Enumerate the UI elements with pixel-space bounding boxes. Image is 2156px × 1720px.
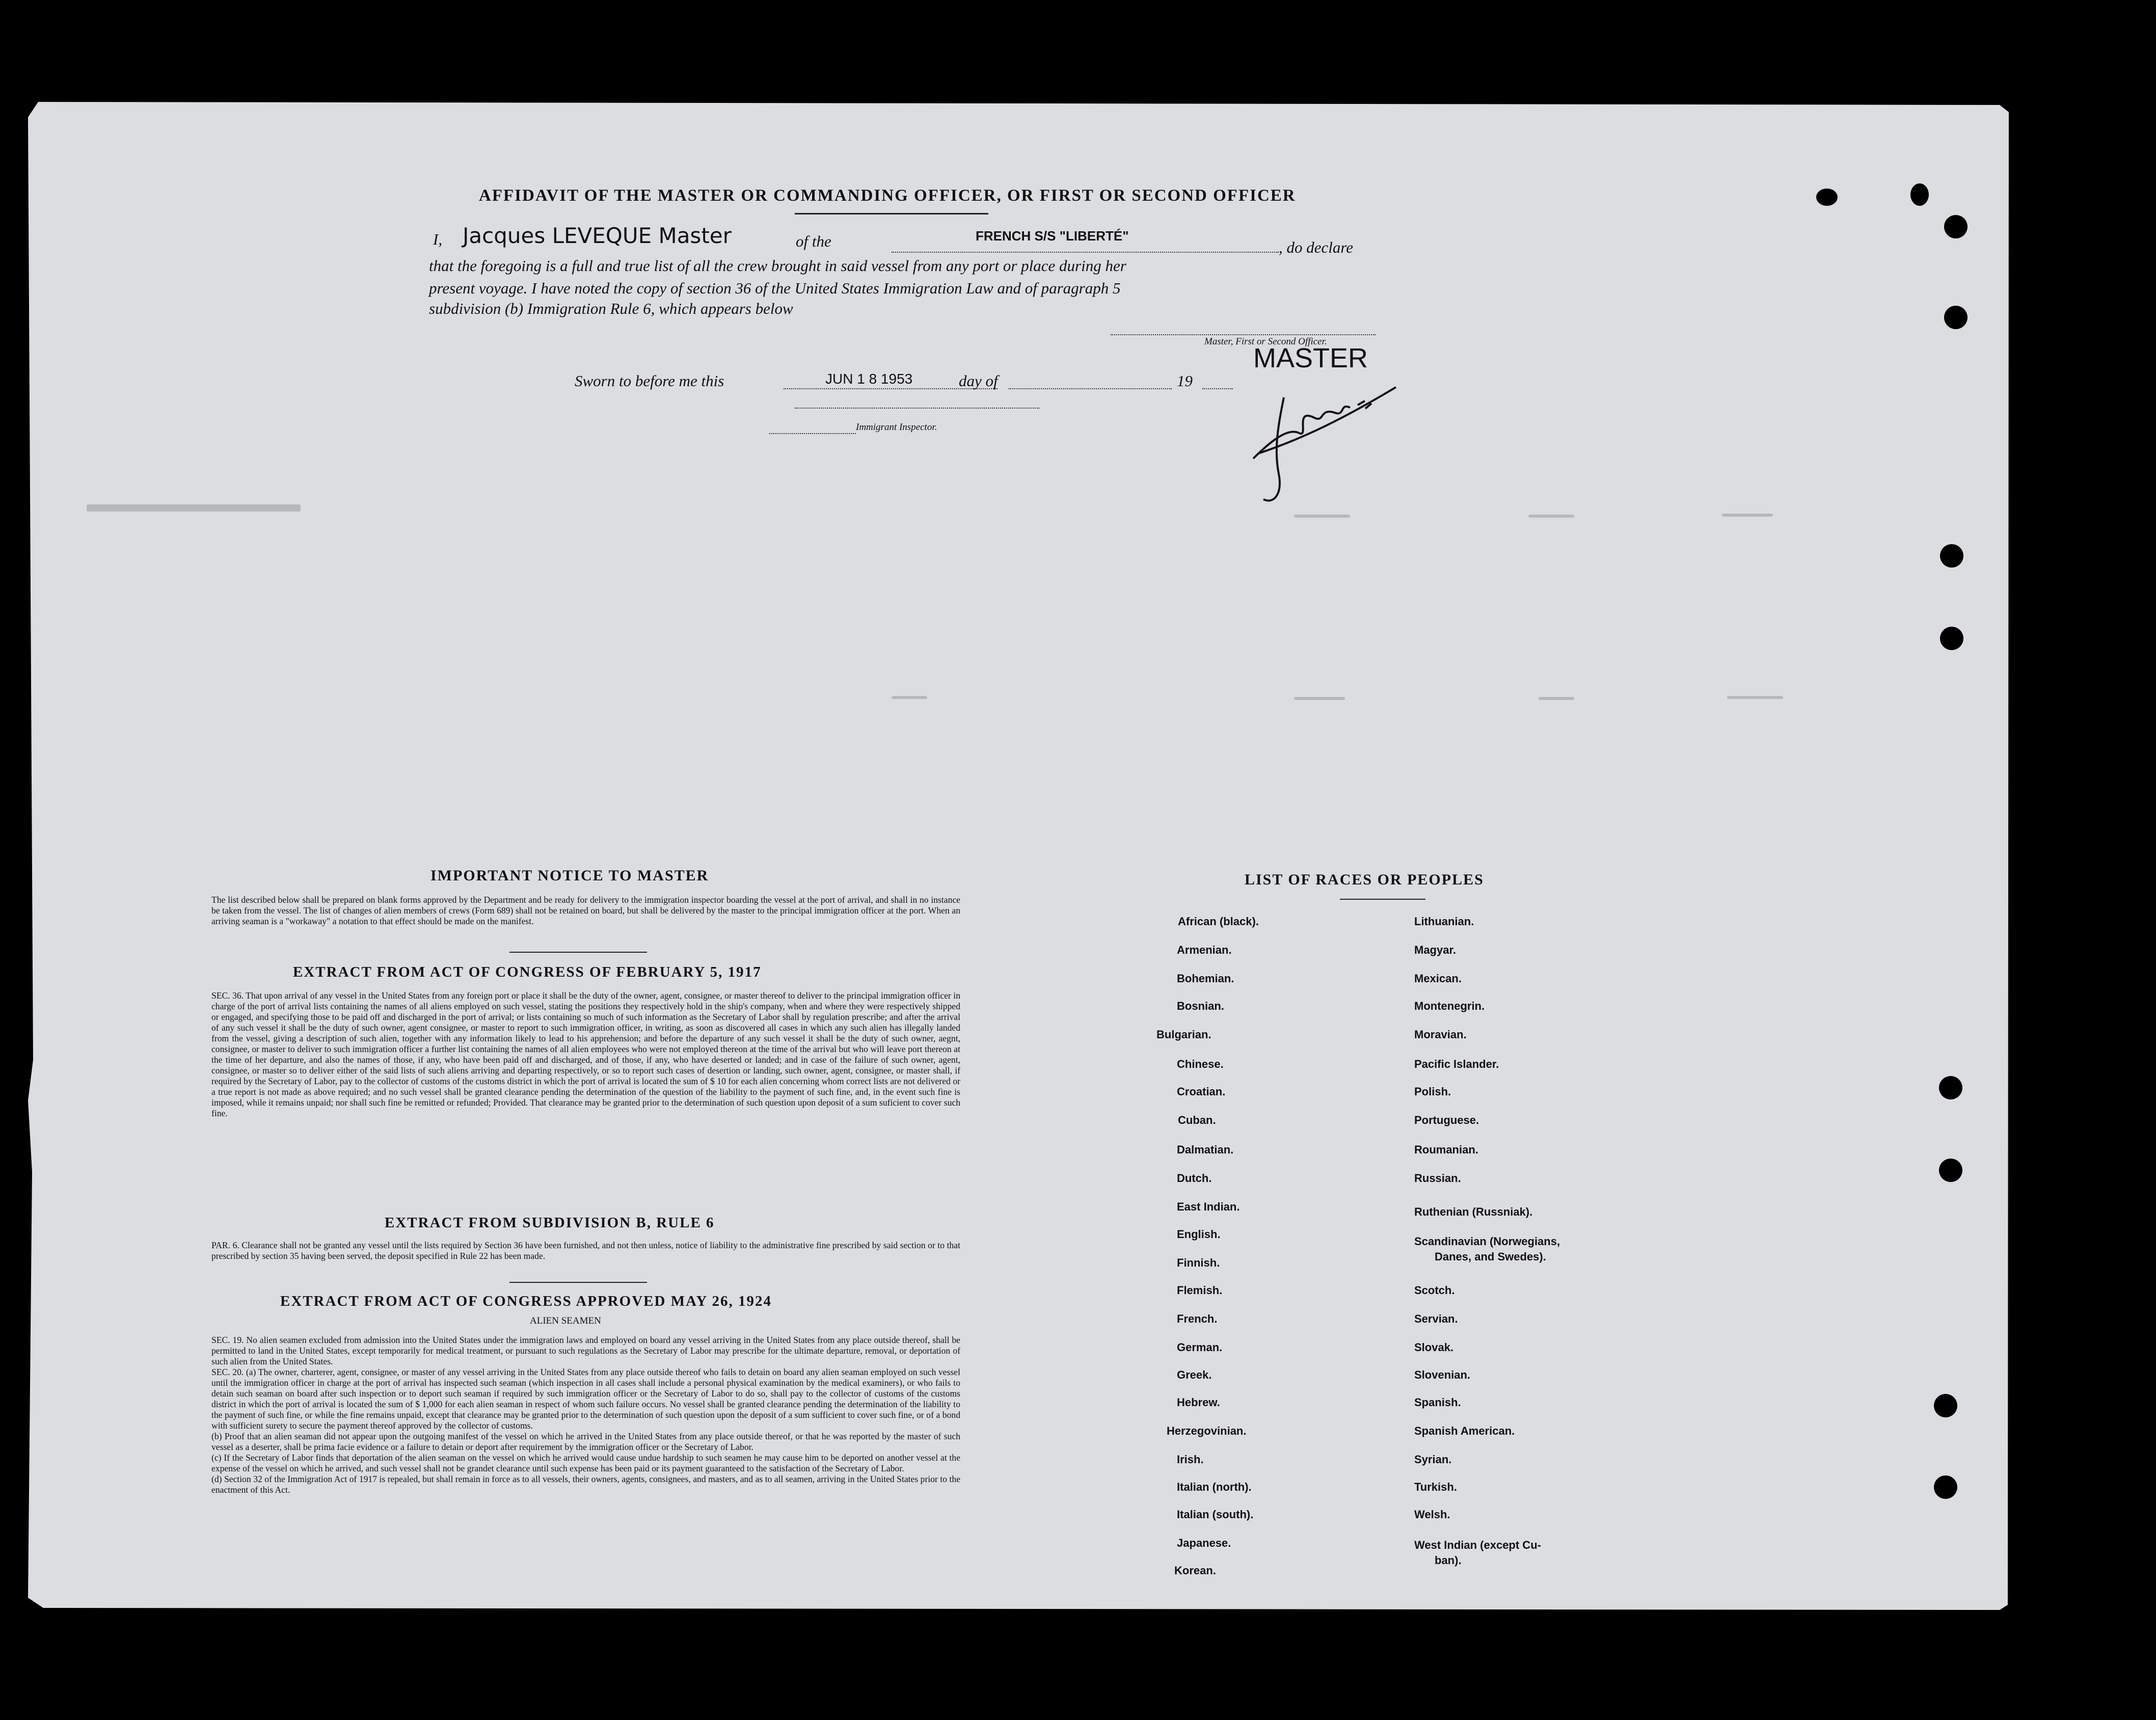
race-item: Korean. xyxy=(1174,1564,1216,1577)
punch-hole xyxy=(1939,1159,1962,1182)
punch-hole xyxy=(1944,306,1968,329)
do-declare-label: , do declare xyxy=(1279,238,1354,256)
handwritten-signature xyxy=(1243,377,1406,509)
race-item: Danes, and Swedes). xyxy=(1435,1250,1546,1263)
race-item: Spanish American. xyxy=(1414,1425,1515,1437)
race-item: French. xyxy=(1177,1312,1218,1325)
extract-1924-body xyxy=(211,1335,960,1495)
race-item: Scandinavian (Norwegians, xyxy=(1414,1235,1560,1248)
sec-20b-text: (b) Proof that an alien seaman did not appear upon the outgoing manifest of the vessel on which he arrived in the United States from any place outside thereof, or that he was reported by the master of such vessel as a deserter, shall be prima facie evidence or a failure to detain or deport after requirement by the immigration officer or the Secretary of Labor. xyxy=(211,1431,960,1452)
bleed-through-mark xyxy=(1294,515,1350,518)
punch-hole xyxy=(1939,1076,1962,1099)
race-item: Cuban. xyxy=(1178,1114,1216,1126)
race-item: Slovak. xyxy=(1414,1341,1454,1354)
race-item: Servian. xyxy=(1414,1312,1458,1325)
notice-title: IMPORTANT NOTICE TO MASTER xyxy=(430,867,709,884)
title-rule xyxy=(795,213,988,214)
master-name-field: Jacques LEVEQUE Master xyxy=(463,223,732,248)
extract-1924-title: EXTRACT FROM ACT OF CONGRESS APPROVED MAY 26, 1924 xyxy=(280,1293,772,1309)
race-item: African (black). xyxy=(1178,915,1259,928)
race-item: German. xyxy=(1177,1341,1223,1354)
race-item: Chinese. xyxy=(1177,1058,1224,1070)
race-item: Magyar. xyxy=(1414,944,1456,956)
bleed-through-mark xyxy=(1528,515,1574,518)
sec-20d-text: (d) Section 32 of the Immigration Act of 1917 is repealed, but shall remain in force as to all vessels, their owners, agents, consignees, and masters, and as to all seamen, arriving in the United States prior to the enactment of this Act. xyxy=(211,1474,960,1495)
race-item: Hebrew. xyxy=(1177,1396,1220,1409)
punch-hole xyxy=(1934,1394,1957,1417)
races-rule xyxy=(1340,899,1425,900)
inspector-signature-line xyxy=(769,433,856,434)
sworn-label: Sworn to before me this xyxy=(575,372,724,390)
race-item: Spanish. xyxy=(1414,1396,1461,1409)
race-item: Turkish. xyxy=(1414,1481,1457,1493)
affidavit-line-2: that the foregoing is a full and true list of all the crew brought in said vessel from any port or place during her xyxy=(429,257,1126,275)
race-item: West Indian (except Cu- xyxy=(1414,1539,1541,1551)
punch-hole xyxy=(1934,1475,1957,1499)
race-item: Italian (north). xyxy=(1177,1481,1252,1493)
race-item: Lithuanian. xyxy=(1414,915,1474,928)
extract-rule6-title: EXTRACT FROM SUBDIVISION B, RULE 6 xyxy=(385,1215,715,1231)
race-item: Irish. xyxy=(1177,1453,1204,1466)
race-item: Bohemian. xyxy=(1177,972,1234,985)
affidavit-line-4: subdivision (b) Immigration Rule 6, which appears below xyxy=(429,300,793,317)
race-item: Finnish. xyxy=(1177,1256,1220,1269)
affidavit-title: AFFIDAVIT OF THE MASTER OR COMMANDING OFFICER, OR FIRST OR SECOND OFFICER xyxy=(479,186,1296,205)
bleed-through-mark xyxy=(87,504,301,512)
race-item: Moravian. xyxy=(1414,1028,1467,1041)
punch-hole xyxy=(1910,183,1929,206)
races-title: LIST OF RACES OR PEOPLES xyxy=(1245,871,1484,888)
master-stamp: MASTER xyxy=(1253,343,1368,373)
race-item: Croatian. xyxy=(1177,1085,1226,1098)
race-item: Syrian. xyxy=(1414,1453,1452,1466)
punch-hole xyxy=(1944,215,1968,238)
race-item: Portuguese. xyxy=(1414,1114,1479,1126)
inspector-caption: Immigrant Inspector. xyxy=(856,422,937,433)
sec-20a-text: SEC. 20. (a) The owner, charterer, agent, consignee, or master of any vessel arriving in the United States from any place outside thereof who fails to detain on board any alien seaman employed on such vessel until the immigration officer in charge at the port of arrival has inspected such seaman (which inspection in all cases shall include a personal physical examination by the medical examiners), or who fails to detain such seaman on board after such inspection or to deport such seaman if required by such immigration officer or the Secretary of Labor to do so, shall pay to the collector of customs of the customs district in which the port of arrival is located the sum of $ 1,000 for each alien seaman in respect of whom such failure occurs. No vessel shall be granted clearance pending the determination of the liability to the payment of such fine, or while the fine remains unpaid, except that clearance may be granted prior to the determination of such question upon the deposit of a sum sufficient to cover such fine, or of a bond with sufficient surety to secure the payment thereof approved by the collector of customs. xyxy=(211,1367,960,1431)
race-item: Japanese. xyxy=(1177,1537,1231,1549)
race-item: ban). xyxy=(1435,1554,1462,1567)
race-item: Pacific Islander. xyxy=(1414,1058,1499,1070)
month-line xyxy=(1009,388,1172,389)
officer-caption: Master, First or Second Officer. xyxy=(1204,336,1327,347)
bleed-through-mark xyxy=(1539,697,1574,700)
race-item: Armenian. xyxy=(1177,944,1232,956)
extract-rule6-text: PAR. 6. Clearance shall not be granted any vessel until the lists required by Section 36 have been furnished, and not then unless, notice of liability to the administrative fine prescribed by said section or to that prescribed by section 35 having been served, the deposit specified in Rule 22 has been made. xyxy=(211,1240,960,1261)
year-line xyxy=(1202,388,1233,389)
date-stamp: JUN 1 8 1953 xyxy=(825,371,913,387)
punch-hole xyxy=(1940,627,1963,650)
race-item: Dutch. xyxy=(1177,1172,1212,1185)
race-item: Bulgarian. xyxy=(1156,1028,1211,1041)
race-item: Slovenian. xyxy=(1414,1368,1471,1381)
race-item: Mexican. xyxy=(1414,972,1462,985)
sec-19-text: SEC. 19. No alien seamen excluded from admission into the United States under the immigration laws and employed on board any vessel arriving in the United States from any place outside thereof, shall be permitted to land in the United States, except temporarily for medical treatment, or pursuant to such regulations as the Secretary of Labor may prescribe for the ultimate departure, removal, or deportation of such alien from the United States. xyxy=(211,1335,960,1366)
rule6-rule xyxy=(509,1282,647,1283)
vessel-name-field: FRENCH S/S "LIBERTÉ" xyxy=(976,228,1129,244)
race-item: Welsh. xyxy=(1414,1508,1450,1521)
notice-text: The list described below shall be prepared on blank forms approved by the Department and be ready for delivery to the immigration inspector boarding the vessel at the port of arrival, and shall in no instance be taken from the vessel. The list of changes of alien members of crews (Form 689) shall not be retained on board, but shall be delivered by the master to the principal immigration officer at the port. When an arriving seaman is a "workaway" a notation to that effect should be made on the manifest. xyxy=(211,895,960,926)
race-item: Scotch. xyxy=(1414,1284,1455,1297)
bleed-through-mark xyxy=(1727,696,1783,699)
year-prefix: 19 xyxy=(1177,372,1193,390)
race-item: Herzegovinian. xyxy=(1167,1425,1247,1437)
race-item: Montenegrin. xyxy=(1414,1000,1485,1012)
vessel-name-line xyxy=(892,252,1279,253)
punch-hole xyxy=(1940,544,1963,568)
affidavit-line-3: present voyage. I have noted the copy of section 36 of the United States Immigration Law and of paragraph 5 xyxy=(429,279,1121,297)
race-item: English. xyxy=(1177,1228,1221,1241)
race-item: Roumanian. xyxy=(1414,1143,1478,1156)
notice-rule xyxy=(509,952,647,953)
bleed-through-mark xyxy=(1722,514,1773,517)
race-item: Italian (south). xyxy=(1177,1508,1254,1521)
affidavit-prefix: I, xyxy=(433,230,443,248)
inspector-line-top xyxy=(795,408,1039,409)
officer-signature-line xyxy=(1111,334,1376,335)
race-item: Ruthenian (Russniak). xyxy=(1414,1205,1533,1218)
of-the-label: of the xyxy=(796,232,831,250)
bleed-through-mark xyxy=(892,696,927,699)
race-item: Polish. xyxy=(1414,1085,1451,1098)
race-item: East Indian. xyxy=(1177,1200,1240,1213)
race-item: Flemish. xyxy=(1177,1284,1223,1297)
race-item: Russian. xyxy=(1414,1172,1461,1185)
bleed-through-mark xyxy=(1294,697,1345,700)
alien-seamen-subtitle: ALIEN SEAMEN xyxy=(530,1315,601,1326)
sec-20c-text: (c) If the Secretary of Labor finds that deportation of the alien seaman on the vessel on which he arrived would cause undue hardship to such seamen he may cause him to be deported on another vessel at the expense of the vessel on which he arrived, and such vessel shall not be grandet clearance until such expense has been paid or its payment guaranteed to the satisfaction of the Secretary of Labor. xyxy=(211,1453,960,1473)
race-item: Bosnian. xyxy=(1177,1000,1224,1012)
race-item: Greek. xyxy=(1177,1368,1212,1381)
day-of-label: day of xyxy=(959,372,998,390)
punch-hole xyxy=(1816,189,1838,206)
extract-1917-title: EXTRACT FROM ACT OF CONGRESS OF FEBRUARY 5, 1917 xyxy=(293,964,762,980)
race-item: Dalmatian. xyxy=(1177,1143,1234,1156)
extract-1917-text: SEC. 36. That upon arrival of any vessel in the United States from any foreign port or place it shall be the duty of the owner, agent, consignee, or master thereof to deliver to the principal immigration officer in charge of the port of arrival lists containing the names of all aliens employed on such vessel, stating the positions they respectively hold in the ship's company, when and where they were respectively shipped or engaged, and specifying those to be paid off and discharged in the port of arrival; or lists containing so much of such information as the Secretary of Labor shall by regulation prescribe; and after the arrival of any such vessel it shall be the duty of such owner, agent consignee, or master to report to such immigration officer, in writing, as soon as discovered all cases in which any such alien has illegally landed from the vessel, giving a description of such alien, together with any information likely to lead to his apprehension; and before the departure of any such vessel it shall be the duty of such owner, aegnt, consignee, or master to deliver to such immigration officer a further list containing the names of all alien employees who were not employed thereon at the time of the arrival but who will leave port thereon at the time of her departure, and also the names of those, if any, who have been paid off and discharged, and of those, if any, who have deserted or landed; and in case of the failure of such owner, agent, consignee, or master so to deliver either of the said lists of such aliens arriving and departing respectively, or so to report such cases of desertion or landing, such owner, agent, consignee, or master shall, if required by the Secretary of Labor, pay to the collector of customs of the customs district in which the port of arrival is located the sum of $ 10 for each alien concerning whom correct lists are not delivered or a true report is not made as above required; and no such vessel shall be granted clearance pending the determination of the question of the liability to the payment of such fine, and, in the event such fine is imposed, while it remains unpaid; nor shall such fine be remitted or refunded; Provided. That clearance may be granted prior to the determination of such question upon deposit of a sum suficient to cover such fine. xyxy=(211,990,960,1118)
